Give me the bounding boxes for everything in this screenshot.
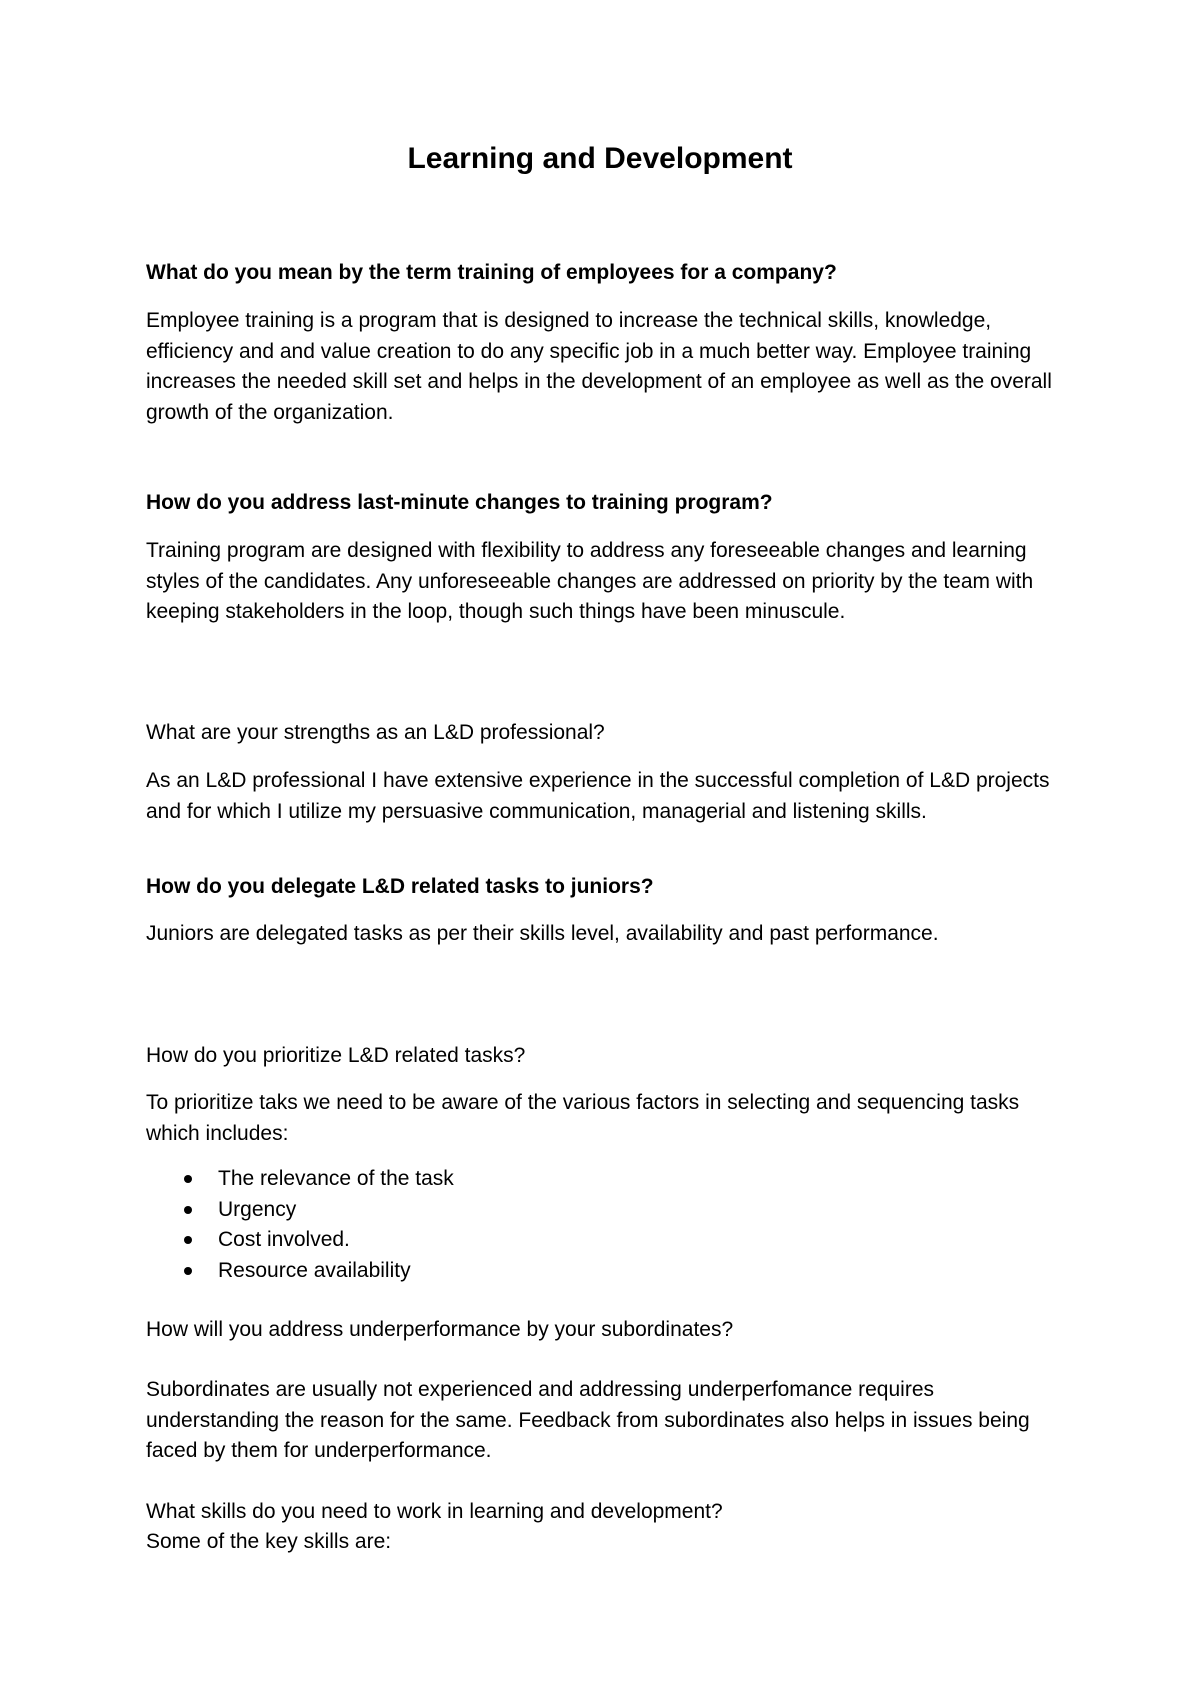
list-item: The relevance of the task <box>146 1164 1046 1195</box>
bullet-icon <box>184 1236 192 1244</box>
question-delegate: How do you delegate L&D related tasks to juniors? <box>146 875 654 898</box>
answer-prioritize: To prioritize taks we need to be aware of the various factors in selecting and sequencing tasks which includes: <box>146 1091 1020 1145</box>
answer-training-definition: Employee training is a program that is designed to increase the technical skills, knowledge, efficiency and and value creation to do any specific job in a much better way. Employee training increases the needed skill set and helps in the development of an employee as well as the overall growth of the organization. <box>146 309 1052 424</box>
list-item: Resource availability <box>146 1256 1046 1287</box>
prioritize-factors-list <box>146 1164 1046 1286</box>
question-strengths: What are your strengths as an L&D professional? <box>146 721 605 744</box>
answer-underperformance: Subordinates are usually not experienced and addressing underperfomance requires understanding the reason for the same. Feedback from subordinates also helps in issues being faced by them for underperformance. <box>146 1378 1030 1462</box>
bullet-icon <box>184 1206 192 1214</box>
question-last-minute-changes: How do you address last-minute changes to training program? <box>146 491 773 514</box>
list-item: Cost involved. <box>146 1225 1046 1256</box>
answer-strengths: As an L&D professional I have extensive experience in the successful completion of L&D projects and for which I utilize my persuasive communication, managerial and listening skills. <box>146 769 1050 823</box>
question-prioritize: How do you prioritize L&D related tasks? <box>146 1044 526 1067</box>
question-underperformance: How will you address underperformance by your subordinates? <box>146 1318 734 1341</box>
list-item: Urgency <box>146 1195 1046 1226</box>
bullet-icon <box>184 1267 192 1275</box>
answer-skills: Some of the key skills are: <box>146 1530 392 1553</box>
question-training-definition: What do you mean by the term training of employees for a company? <box>146 261 837 284</box>
answer-delegate: Juniors are delegated tasks as per their skills level, availability and past performance. <box>146 922 939 945</box>
bullet-icon <box>184 1175 192 1183</box>
question-skills: What skills do you need to work in learning and development? <box>146 1500 723 1523</box>
answer-last-minute-changes: Training program are designed with flexibility to address any foreseeable changes and learning styles of the candidates. Any unforeseeable changes are addressed on priority by the team with keeping stakeholders in the loop, though such things have been minuscule. <box>146 539 1034 623</box>
document-title: Learning and Development <box>407 142 793 175</box>
